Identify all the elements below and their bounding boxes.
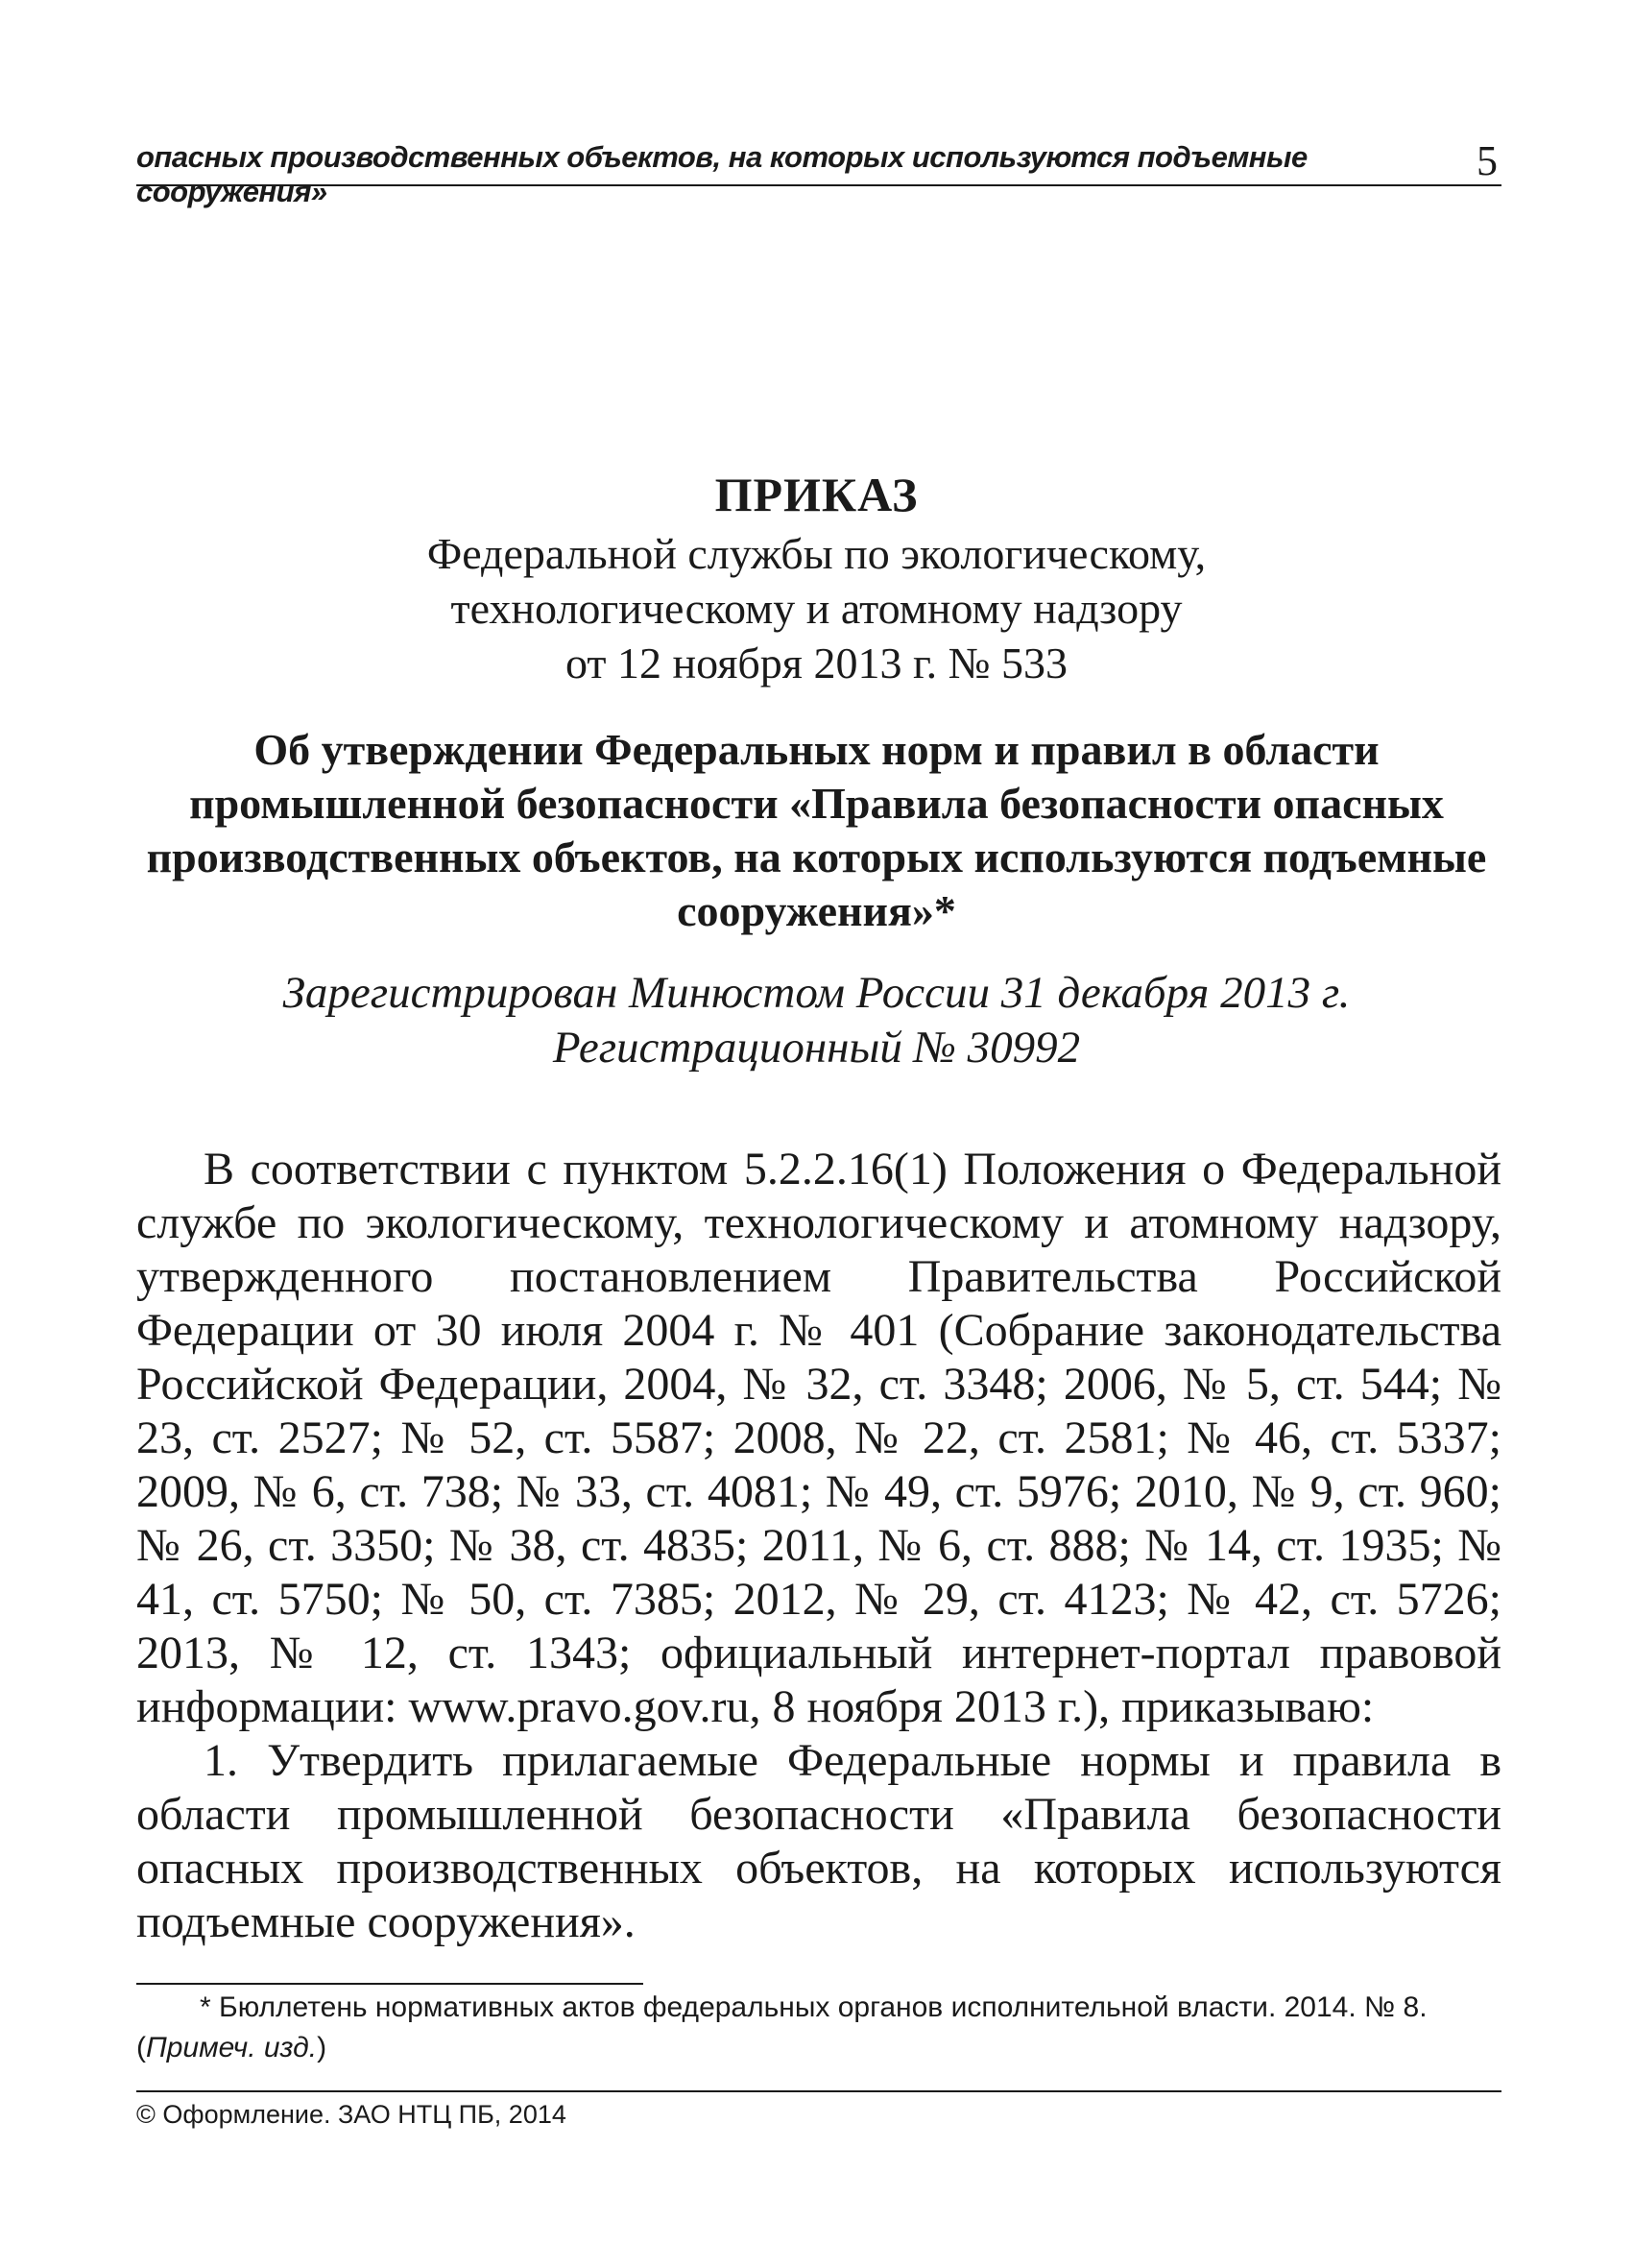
footnote-divider [136,1983,643,1985]
preamble-paragraph: В соответствии с пунктом 5.2.2.16(1) Положения о Федеральной службе по экологическому, технологическому и атомному надзору, утвержденного постановлением Правительства Российской Федерации от 30 июля 2004 г. № 401 (Собрание законодательства Российской Федерации, 2004, № 32, ст. 3348; 2006, № 5, ст. 544; № 23, ст. 2527; № 52, ст. 5587; 2008, № 22, ст. 2581; № 46, ст. 5337; 2009, № 6, ст. 738; № 33, ст. 4081; № 49, ст. 5976; 2010, № 9, ст. 960; № 26, ст. 3350; № 38, ст. 4835; 2011, № 6, ст. 888; № 14, ст. 1935; № 41, ст. 5750; № 50, ст. 7385; 2012, № 29, ст. 4123; № 42, ст. 5726; 2013, № 12, ст. 1343; официальный интернет-портал правовой информации: www.pravo.gov.ru, 8 ноября 2013 г.), приказываю: [136,1144,1501,1732]
running-header [136,136,1501,208]
order-date-number: от 12 ноября 2013 г. № 533 [564,639,1069,688]
bottom-divider [136,2090,1501,2092]
clause-1-paragraph: 1. Утвердить прилагаемые Федеральные нормы и правила в области промышленной безопасности «Правила безопасности опасных производственных объектов, на которых используются подъемные сооружения». [136,1735,1501,1947]
order-body [136,1143,1501,1949]
registration-note [0,966,1633,1075]
registration-line: Зарегистрирован Минюстом России 31 декабря 2013 г. [282,968,1351,1018]
footnote-text: * Бюллетень нормативных актов федеральных органов исполнительной власти. 2014. № 8. ( [136,1991,1428,2063]
issuer-block [0,526,1633,690]
footnote-editor-note: Примеч. изд. [146,2032,318,2063]
page-number: 5 [1477,137,1498,184]
subject-line: Об утверждении Федеральных норм и правил в области [253,725,1380,774]
order-subject [0,723,1633,938]
subject-line: производственных объектов, на которых используются подъемные [146,832,1487,881]
subject-line: промышленной безопасности «Правила безопасности опасных [189,779,1444,828]
issuer-line: технологическому и атомному надзору [450,584,1183,633]
subject-line: сооружения»* [677,886,956,935]
order-title: ПРИКАЗ [714,468,919,521]
registration-number: Регистрационный № 30992 [552,1023,1081,1073]
copyright: © Оформление. ЗАО НТЦ ПБ, 2014 [136,2100,566,2129]
footnote [136,1988,1501,2068]
issuer-line: Федеральной службы по экологическому, [426,529,1207,578]
running-title: опасных производственных объектов, на которых используются подъемные сооружения» [136,140,1308,208]
footnote-closing: ) [317,2032,327,2063]
